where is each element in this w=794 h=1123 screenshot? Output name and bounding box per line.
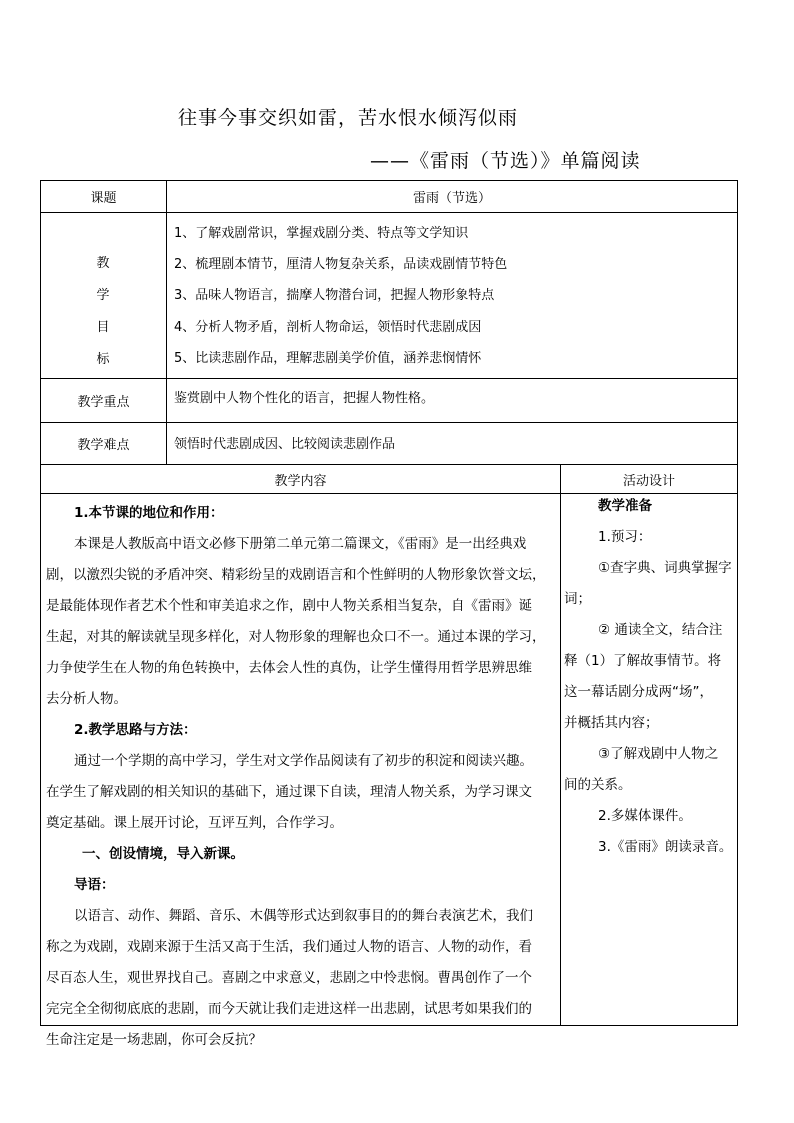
paragraph-line: 称之为戏剧，戏剧来源于生活又高于生活，我们通过人物的语言、人物的动作，看 [46,939,532,955]
paragraph-line: 在学生了解戏剧的相关知识的基础下，通过课下自读，理清人物关系，为学习课文 [46,784,532,800]
paragraph-line: 力争使学生在人物的角色转换中，去体会人性的真伪，让学生懂得用哲学思辨思维 [46,660,532,676]
objectives-label-char-4: 标 [96,352,110,367]
key-point-label: 教学重点 [77,395,130,410]
section-heading: 2.教学思路与方法： [74,722,197,738]
paragraph-line: 去分析人物。 [46,691,127,707]
activity-heading: 教学准备 [598,498,652,514]
paragraph-line: 尽百态人生，观世界找自己。喜剧之中求意义，悲剧之中怜悲悯。曹禺创作了一个 [46,970,532,986]
activity-line: 3.《雷雨》朗读录音。 [598,839,733,855]
row-divider-topic [40,212,738,213]
paragraph-line: 以语言、动作、舞蹈、音乐、木偶等形式达到叙事目的的舞台表演艺术，我们 [74,908,533,924]
teaching-content [46,498,558,1056]
objective-item: 1、了解戏剧常识，掌握戏剧分类、特点等文学知识 [174,226,469,241]
paragraph-line: 通过一个学期的高中学习，学生对文学作品阅读有了初步的积淀和阅读兴趣。 [74,753,533,769]
paragraph-line: 生命注定是一场悲剧，你可会反抗？ [46,1032,262,1048]
difficulty-value: 领悟时代悲剧成因、比较阅读悲剧作品 [174,437,396,452]
column-divider-activity [560,464,561,1026]
part-heading: 一、创设情境，导入新课。 [82,846,244,862]
activity-column-header: 活动设计 [622,473,675,489]
paragraph-line: 是最能体现作者艺术个性和审美追求之作，剧中人物关系相当复杂，自《雷雨》诞 [46,598,532,614]
activity-line: 2.多媒体课件。 [598,808,692,824]
key-point-value: 鉴赏剧中人物个性化的语言，把握人物性格。 [174,391,435,406]
topic-label: 课题 [90,191,117,206]
content-column-header: 教学内容 [274,473,327,489]
activity-line: 间的关系。 [564,777,632,793]
paragraph-line: 生起，对其的解读就呈现多样化，对人物形象的理解也众口不一。通过本课的学习， [46,629,546,645]
objective-item: 5、比读悲剧作品，理解悲剧美学价值，涵养悲悯情怀 [174,351,482,366]
paragraph-line: 本课是人教版高中语文必修下册第二单元第二篇课文，《雷雨》是一出经典戏 [74,536,527,552]
activity-line: ② 通读全文，结合注 [598,622,723,638]
objectives-label-char-1: 教 [96,256,110,271]
column-divider-label [166,180,167,464]
objectives-label-char-2: 学 [96,288,110,303]
activity-line: 词； [564,591,591,607]
activity-design [564,491,736,863]
objective-item: 4、分析人物矛盾，剖析人物命运，领悟时代悲剧成因 [174,320,482,335]
activity-line: 这一幕话剧分成两“场”， [564,684,713,700]
intro-label: 导语： [74,877,115,893]
activity-line: ①查字典、词典掌握字 [598,560,732,576]
topic-value: 雷雨（节选） [412,191,491,206]
paragraph-line: 完完全全彻彻底底的悲剧，而今天就让我们走进这样一出悲剧，试思考如果我们的 [46,1001,532,1017]
paragraph-line: 剧，以激烈尖锐的矛盾冲突、精彩纷呈的戏剧语言和个性鲜明的人物形象饮誉文坛， [46,567,546,583]
activity-line: ③了解戏剧中人物之 [598,746,719,762]
paragraph-line: 奠定基础。课上展开讨论，互评互判，合作学习。 [46,815,343,831]
objectives-label-char-3: 目 [96,320,110,335]
document-title: 往事今事交织如雷，苦水恨水倾泻似雨 [178,107,519,129]
difficulty-label: 教学难点 [77,438,130,453]
activity-line: 并概括其内容； [564,715,659,731]
activity-line: 释（1）了解故事情节。将 [564,653,722,669]
objective-item: 2、梳理剧本情节，厘清人物复杂关系，品读戏剧情节特色 [174,257,508,272]
section-heading: 1.本节课的地位和作用： [74,505,224,521]
objective-item: 3、品味人物语言，揣摩人物潜台词，把握人物形象特点 [174,288,495,303]
document-subtitle: ——《雷雨（节选）》单篇阅读 [370,150,641,172]
activity-line: 1.预习： [598,529,652,545]
